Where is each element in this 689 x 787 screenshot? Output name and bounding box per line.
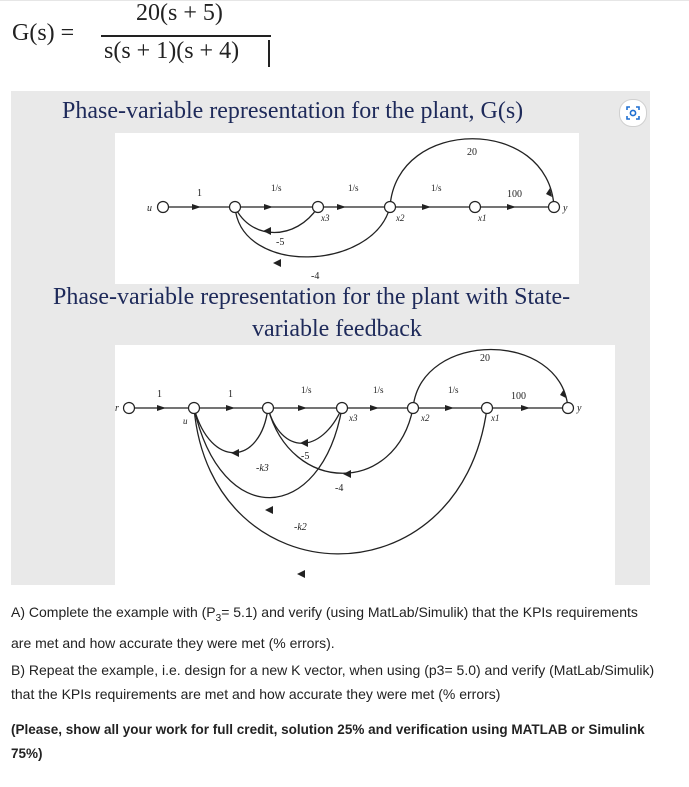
d2-u-label: u [183, 416, 188, 426]
question-a-prefix: A) Complete the example with (P [11, 604, 216, 620]
question-a-line2: are met and how accurate they were met (% errors). [11, 634, 335, 651]
d2-integrator-3: 1/s [448, 385, 459, 395]
d2-feedback-k3: -k3 [256, 463, 269, 474]
d1-output-label: y [563, 203, 568, 214]
d2-integrator-1: 1/s [301, 385, 312, 395]
tf-fraction-bar [101, 35, 271, 37]
d1-integrator-3: 1/s [431, 183, 442, 193]
question-b-line1: B) Repeat the example, i.e. design for a new K vector, when using (p3= 5.0) and verify (MatLab/Simulik) [11, 662, 655, 678]
d1-gain-20: 20 [467, 147, 477, 158]
question-c-line2: 75%) [11, 746, 43, 761]
d2-gain-20: 20 [480, 353, 490, 364]
d1-gain-100: 100 [507, 189, 522, 200]
d2-input-label: r [115, 403, 119, 414]
tf-denominator: s(s + 1)(s + 4) [104, 38, 240, 64]
figure-title-2-line2: variable feedback [252, 316, 422, 342]
figure-title-2-line1: Phase-variable representation for the plant with State- [53, 284, 571, 310]
question-b [11, 658, 654, 706]
question-a-subscript: 3 [215, 612, 222, 624]
text-cursor [268, 40, 270, 67]
d1-gain-1: 1 [197, 188, 202, 199]
d2-gain-100: 100 [511, 391, 526, 402]
question-a-line1 [11, 600, 638, 631]
d1-state-x2: x2 [396, 213, 405, 223]
tf-lhs: G(s) = [12, 20, 75, 46]
signal-flow-graph-2: r 1 u 1 1/s 1/s 1/s 20 100 x3 x2 x1 y -5 -k3 -4 -k2 -k1 [11, 345, 650, 585]
question-c-line1: (Please, show all your work for full credit, solution 25% and verification using MATLAB or Simulink [11, 722, 645, 737]
d2-state-x2: x2 [421, 413, 430, 423]
d2-gain-1b: 1 [228, 389, 233, 400]
signal-flow-graph-1 [11, 91, 650, 291]
d2-feedback-k2: -k2 [294, 522, 307, 533]
d2-feedback-minus4: -4 [335, 483, 344, 494]
question-a-suffix: = 5.1) and verify (using MatLab/Simulik) that the KPIs requirements [221, 604, 638, 620]
d1-feedback-minus5: -5 [276, 237, 285, 248]
d2-state-x3: x3 [349, 413, 358, 423]
question-a [11, 600, 638, 655]
d2-feedback-minus5: -5 [301, 451, 310, 462]
d2-integrator-2: 1/s [373, 385, 384, 395]
d2-output-label: y [577, 403, 582, 414]
signal-flow-figure [11, 91, 650, 596]
d2-state-x1: x1 [491, 413, 500, 423]
question-b-line2: that the KPIs requirements are met and how accurate they were met (% errors) [11, 686, 501, 702]
d1-state-x1: x1 [478, 213, 487, 223]
transfer-function [0, 0, 300, 80]
d1-integrator-1: 1/s [271, 183, 282, 193]
d1-integrator-2: 1/s [348, 183, 359, 193]
d1-input-label: u [147, 203, 152, 214]
tf-numerator: 20(s + 5) [136, 0, 223, 26]
figure-title-1: Phase-variable representation for the plant, G(s) [62, 98, 524, 124]
d1-feedback-minus4: -4 [311, 271, 320, 282]
question-c-note [11, 718, 645, 766]
d2-gain-1a: 1 [157, 389, 162, 400]
d1-state-x3: x3 [321, 213, 330, 223]
